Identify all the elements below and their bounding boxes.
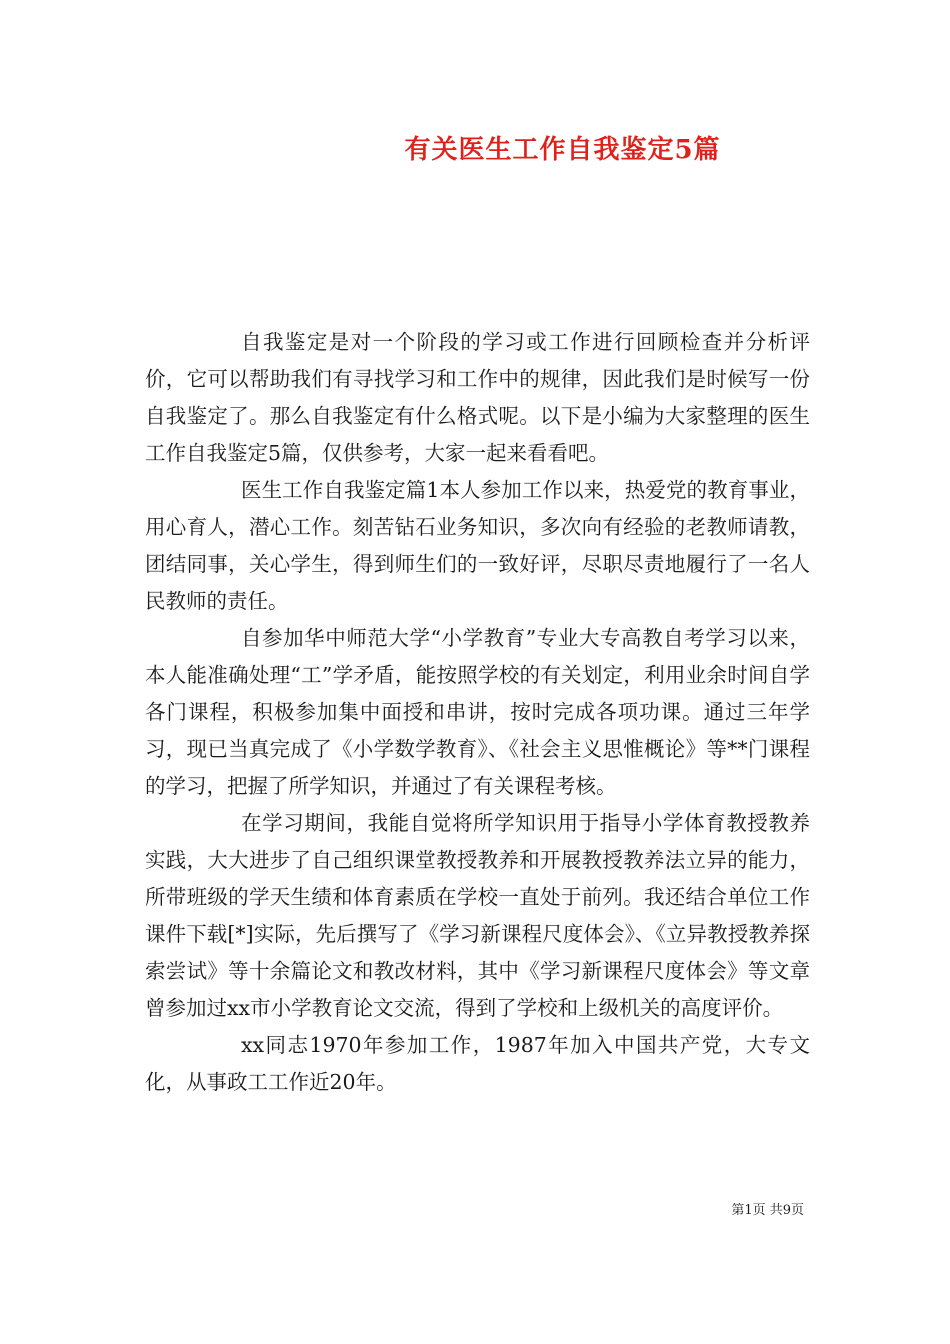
paragraph-3: 在学习期间，我能自觉将所学知识用于指导小学体育教授教养实践，大大进步了自己组织课堂教授教养和开展教授教养法立异的能力，所带班级的学天生绩和体育素质在学校一直处于前列。我还结合单位工作课件下载[*]实际，先后撰写了《学习新课程尺度体会》、《立异教授教养探索尝试》等十余篇论文和教改材料，其中《学习新课程尺度体会》等文章曾参加过xx市小学教育论文交流，得到了学校和上级机关的高度评价。 [145,811,810,1020]
page-number: 第1页 共9页 [731,1203,804,1218]
document-body [145,324,810,1101]
paragraph-2: 自参加华中师范大学“小学教育”专业大专高教自考学习以来，本人能准确处理“工”学矛盾，能按照学校的有关划定，利用业余时间自学各门课程，积极参加集中面授和串讲，按时完成各项功课。通过三年学习，现已当真完成了《小学数学教育》、《社会主义思惟概论》等**门课程的学习，把握了所学知识，并通过了有关课程考核。 [145,626,810,798]
paragraph-intro: 自我鉴定是对一个阶段的学习或工作进行回顾检查并分析评价，它可以帮助我们有寻找学习和工作中的规律，因此我们是时候写一份自我鉴定了。那么自我鉴定有什么格式呢。以下是小编为大家整理的医生工作自我鉴定5篇，仅供参考，大家一起来看看吧。 [145,330,810,465]
document-title: 有关医生工作自我鉴定5篇 [404,135,721,165]
paragraph-4: xx同志1970年参加工作，1987年加入中国共产党，大专文化，从事政工工作近20年。 [145,1033,810,1094]
paragraph-1: 医生工作自我鉴定篇1本人参加工作以来，热爱党的教育事业，用心育人，潜心工作。刻苦钻石业务知识，多次向有经验的老教师请教，团结同事，关心学生，得到师生们的一致好评，尽职尽责地履行了一名人民教师的责任。 [145,478,810,613]
document-title-row [0,128,950,172]
